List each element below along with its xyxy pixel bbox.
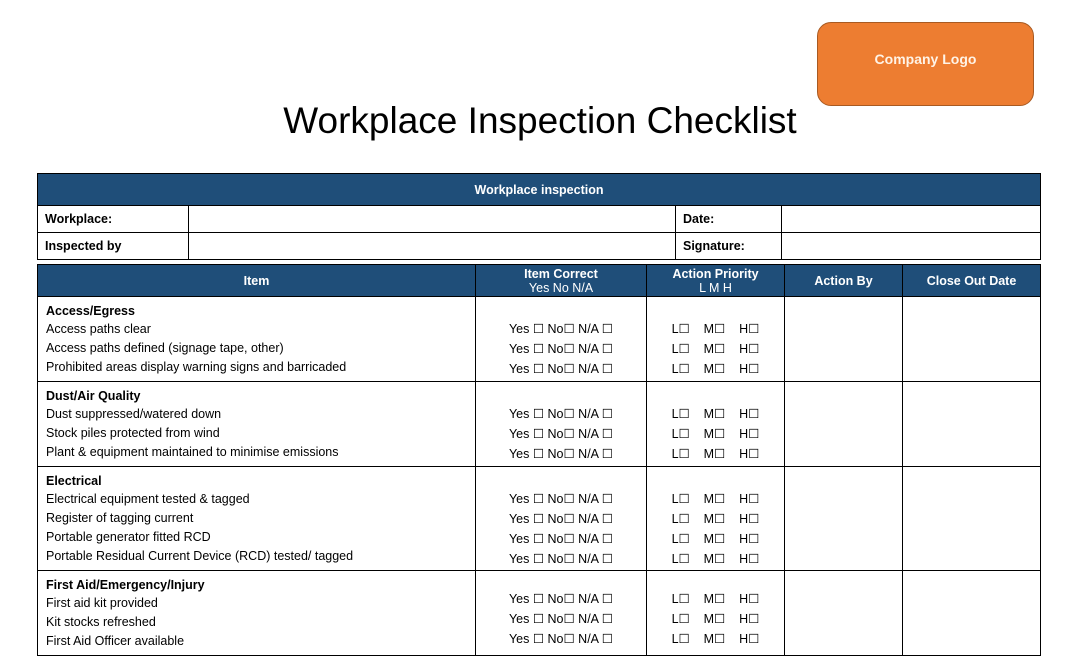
checklist-item: Electrical equipment tested & tagged — [46, 492, 250, 506]
checklist-item: First Aid Officer available — [46, 634, 185, 648]
checklist-item: Register of tagging current — [46, 511, 194, 525]
col-item-correct — [476, 265, 647, 297]
close-out-date-field[interactable] — [903, 297, 1041, 382]
signature-label: Signature: — [676, 233, 782, 260]
action-priority-checkboxes[interactable]: L☐ M☐ H☐ — [671, 612, 760, 626]
action-priority-checkboxes[interactable]: L☐ M☐ H☐ — [671, 427, 760, 441]
item-correct-checkboxes[interactable]: Yes ☐ No☐ N/A ☐ — [508, 322, 614, 336]
action-priority-cell — [647, 467, 785, 571]
item-correct-checkboxes[interactable]: Yes ☐ No☐ N/A ☐ — [508, 532, 614, 546]
close-out-date-field[interactable] — [903, 467, 1041, 571]
col-action-priority — [647, 265, 785, 297]
checklist-item: Plant & equipment maintained to minimise emissions — [46, 445, 339, 459]
info-header: Workplace inspection — [38, 174, 1041, 206]
checklist-item: Prohibited areas display warning signs and barricaded — [46, 360, 347, 374]
action-priority-cell — [647, 297, 785, 382]
section-title: Electrical — [46, 474, 102, 488]
section-row — [38, 297, 1041, 382]
col-close-out-date: Close Out Date — [903, 265, 1041, 297]
checklist-item: Kit stocks refreshed — [46, 615, 156, 629]
section-title: Access/Egress — [46, 304, 135, 318]
section-title: Dust/Air Quality — [46, 389, 141, 403]
item-correct-checkboxes[interactable]: Yes ☐ No☐ N/A ☐ — [508, 592, 614, 606]
section-row — [38, 467, 1041, 571]
checklist-item: Access paths defined (signage tape, other) — [46, 341, 284, 355]
action-priority-checkboxes[interactable]: L☐ M☐ H☐ — [671, 407, 760, 421]
col-item-correct-sub: Yes No N/A — [528, 280, 594, 295]
checklist-item: Dust suppressed/watered down — [46, 407, 222, 421]
item-correct-checkboxes[interactable]: Yes ☐ No☐ N/A ☐ — [508, 407, 614, 421]
signature-field[interactable] — [782, 233, 1041, 260]
section-title: First Aid/Emergency/Injury — [46, 578, 205, 592]
section-items — [38, 467, 476, 571]
action-priority-checkboxes[interactable]: L☐ M☐ H☐ — [671, 362, 760, 376]
col-action-priority-label: Action Priority — [672, 266, 759, 281]
item-correct-checkboxes[interactable]: Yes ☐ No☐ N/A ☐ — [508, 612, 614, 626]
item-correct-checkboxes[interactable]: Yes ☐ No☐ N/A ☐ — [508, 427, 614, 441]
action-priority-checkboxes[interactable]: L☐ M☐ H☐ — [671, 552, 760, 566]
item-correct-checkboxes[interactable]: Yes ☐ No☐ N/A ☐ — [508, 447, 614, 461]
action-priority-checkboxes[interactable]: L☐ M☐ H☐ — [671, 592, 760, 606]
item-correct-checkboxes[interactable]: Yes ☐ No☐ N/A ☐ — [508, 512, 614, 526]
item-correct-checkboxes[interactable]: Yes ☐ No☐ N/A ☐ — [508, 552, 614, 566]
action-priority-checkboxes[interactable]: L☐ M☐ H☐ — [671, 492, 760, 506]
checklist-item: Portable generator fitted RCD — [46, 530, 211, 544]
action-priority-checkboxes[interactable]: L☐ M☐ H☐ — [671, 512, 760, 526]
action-priority-checkboxes[interactable]: L☐ M☐ H☐ — [671, 322, 760, 336]
close-out-date-field[interactable] — [903, 571, 1041, 656]
section-items — [38, 382, 476, 467]
item-correct-cell — [476, 382, 647, 467]
item-correct-checkboxes[interactable]: Yes ☐ No☐ N/A ☐ — [508, 492, 614, 506]
inspected-by-label: Inspected by — [38, 233, 189, 260]
action-priority-checkboxes[interactable]: L☐ M☐ H☐ — [671, 532, 760, 546]
item-correct-checkboxes[interactable]: Yes ☐ No☐ N/A ☐ — [508, 362, 614, 376]
section-row — [38, 382, 1041, 467]
item-correct-cell — [476, 467, 647, 571]
checklist-table — [37, 264, 1041, 656]
col-action-by: Action By — [785, 265, 903, 297]
inspected-by-field[interactable] — [189, 233, 676, 260]
action-priority-cell — [647, 571, 785, 656]
checklist-item: First aid kit provided — [46, 596, 158, 610]
item-correct-cell — [476, 297, 647, 382]
action-priority-checkboxes[interactable]: L☐ M☐ H☐ — [671, 632, 760, 646]
checklist-item: Access paths clear — [46, 322, 151, 336]
checklist-item: Portable Residual Current Device (RCD) tested/ tagged — [46, 549, 354, 563]
action-by-field[interactable] — [785, 467, 903, 571]
inspection-info-table — [37, 173, 1041, 260]
workplace-field[interactable] — [189, 206, 676, 233]
section-items — [38, 297, 476, 382]
action-by-field[interactable] — [785, 571, 903, 656]
page-title: Workplace Inspection Checklist — [283, 100, 797, 141]
col-action-priority-sub: L M H — [699, 280, 732, 295]
section-row — [38, 571, 1041, 656]
col-item-correct-label: Item Correct — [524, 266, 598, 281]
workplace-label: Workplace: — [38, 206, 189, 233]
date-field[interactable] — [782, 206, 1041, 233]
item-correct-checkboxes[interactable]: Yes ☐ No☐ N/A ☐ — [508, 342, 614, 356]
section-items — [38, 571, 476, 656]
item-correct-cell — [476, 571, 647, 656]
date-label: Date: — [676, 206, 782, 233]
checklist-item: Stock piles protected from wind — [46, 426, 220, 440]
company-logo: Company Logo — [817, 22, 1034, 106]
col-item: Item — [38, 265, 476, 297]
action-priority-checkboxes[interactable]: L☐ M☐ H☐ — [671, 447, 760, 461]
close-out-date-field[interactable] — [903, 382, 1041, 467]
item-correct-checkboxes[interactable]: Yes ☐ No☐ N/A ☐ — [508, 632, 614, 646]
action-by-field[interactable] — [785, 297, 903, 382]
action-priority-cell — [647, 382, 785, 467]
action-by-field[interactable] — [785, 382, 903, 467]
action-priority-checkboxes[interactable]: L☐ M☐ H☐ — [671, 342, 760, 356]
